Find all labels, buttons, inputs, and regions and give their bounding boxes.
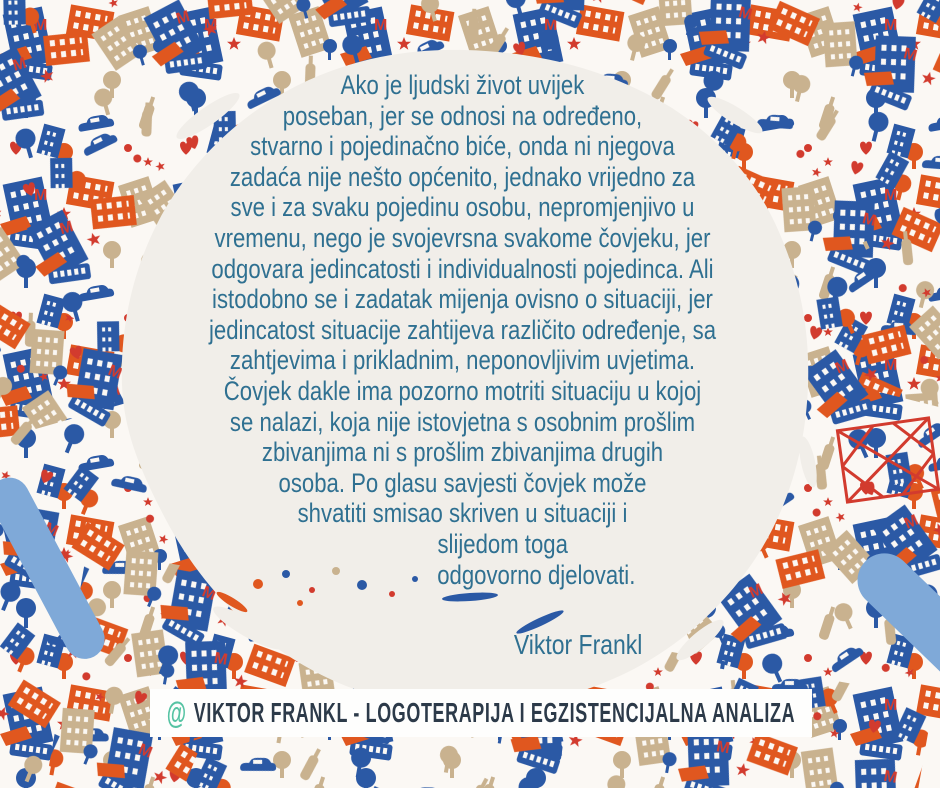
quote-line: stvarno i pojedinačno biće, onda ni njegova <box>250 131 675 162</box>
quote-line: Čovjek dakle ima pozorno motriti situaciju u kojoj <box>223 375 702 406</box>
quote-line: zahtjevima i prikladnim, neponovljivim uvjetima. <box>229 345 696 376</box>
quote-line: sve i za svaku pojedinu osobu, nepromjenjivo u <box>230 192 695 223</box>
quote-line: shvatiti smisao skriven u situaciji i <box>297 498 628 529</box>
quote-line: slijedom toga <box>437 528 568 559</box>
quote-line: odgovara jedincatosti i individualnosti pojedinca. Ali <box>211 253 714 284</box>
quote-attribution: Viktor Frankl <box>513 629 643 661</box>
quote-line: odgovorno djelovati. <box>437 559 636 590</box>
quote-line: istodobno se i zadatak mijenja ovisno o situaciji, jer <box>212 284 713 315</box>
quote-line: osoba. Po glasu savjesti čovjek može <box>278 467 647 498</box>
quote-line: jedincatost situacije zahtijeva različito određenje, sa <box>208 314 717 345</box>
banner-title: VIKTOR FRANKL - LOGOTERAPIJA I EGZISTENCIJALNA ANALIZA <box>193 697 796 728</box>
quote-line: se nalazi, koja nije istovjetna s osobnim prošlim <box>229 406 696 437</box>
quote-line: zadaća nije nešto općenito, jednako vrijedno za <box>229 161 696 192</box>
quote-line: vremenu, nego je svojevrsna svakome čovjeku, jer <box>214 222 711 253</box>
quote-text <box>104 70 822 661</box>
at-icon: @ <box>166 695 187 730</box>
attribution-banner <box>150 689 812 737</box>
quote-line: poseban, jer se odnosi na određeno, <box>282 100 643 131</box>
banner-content <box>167 695 795 731</box>
quote-line: zbivanjima ni s prošlim zbivanjima drugih <box>261 437 664 468</box>
quote-line: Ako je ljudski život uvijek <box>340 70 585 100</box>
